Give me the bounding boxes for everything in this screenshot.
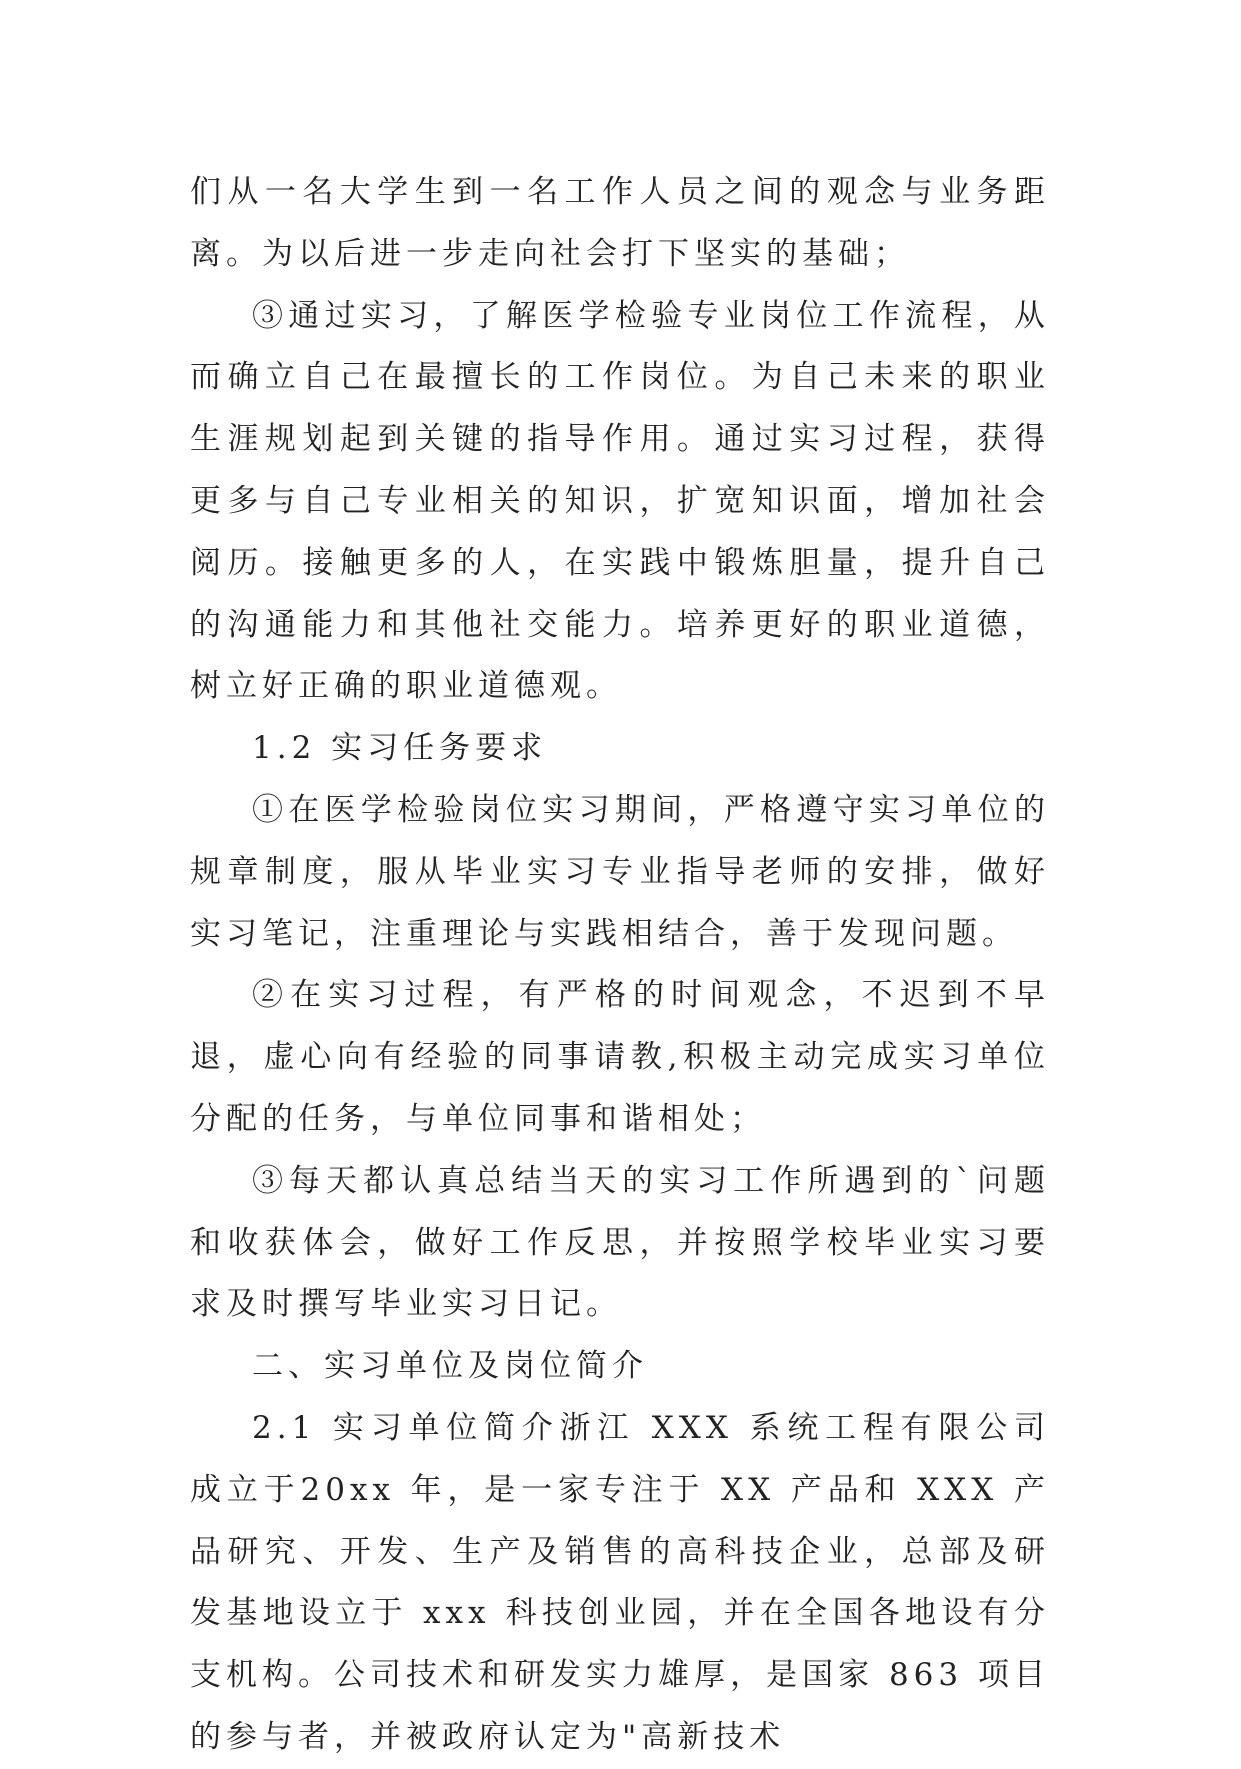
paragraph-item-2-requirement: ②在实习过程，有严格的时间观念，不迟到不早退，虚心向有经验的同事请教,积极主动完成实习单位分配的任务，与单位同事和谐相处；: [190, 977, 1050, 1137]
paragraph-continuation: 们从一名大学生到一名工作人员之间的观念与业务距离。为以后进一步走向社会打下坚实的基础；: [190, 174, 1050, 272]
section-heading-2: 二、实习单位及岗位简介: [252, 1348, 648, 1385]
section-heading-1-2: 1.2 实习任务要求: [252, 730, 548, 767]
paragraph-item-1-requirement: ①在医学检验岗位实习期间，严格遵守实习单位的规章制度，服从毕业实习专业指导老师的安排，做好实习笔记，注重理论与实践相结合，善于发现问题。: [190, 791, 1050, 952]
paragraph-item-3-requirement: ③每天都认真总结当天的实习工作所遇到的`问题和收获体会，做好工作反思，并按照学校毕业实习要求及时撰写毕业实习日记。: [190, 1162, 1050, 1323]
paragraph-company-intro: 2.1 实习单位简介浙江 XXX 系统工程有限公司成立于20xx 年，是一家专注于 XX 产品和 XXX 产品研究、开发、生产及销售的高科技企业，总部及研发基地设立于 xxx 科技创业园，并在全国各地设有分支机构。公司技术和研发实力雄厚，是国家 863 项目的参与者，并被政府认定为"高新技术: [190, 1409, 1050, 1755]
paragraph-item-3-purpose: ③通过实习，了解医学检验专业岗位工作流程，从而确立自己在最擅长的工作岗位。为自己未来的职业生涯规划起到关键的指导作用。通过实习过程，获得更多与自己专业相关的知识，扩宽知识面，增加社会阅历。接触更多的人，在实践中锻炼胆量，提升自己的沟通能力和其他社交能力。培养更好的职业道德，树立好正确的职业道德观。: [190, 297, 1050, 705]
document-body: [190, 162, 1050, 1769]
